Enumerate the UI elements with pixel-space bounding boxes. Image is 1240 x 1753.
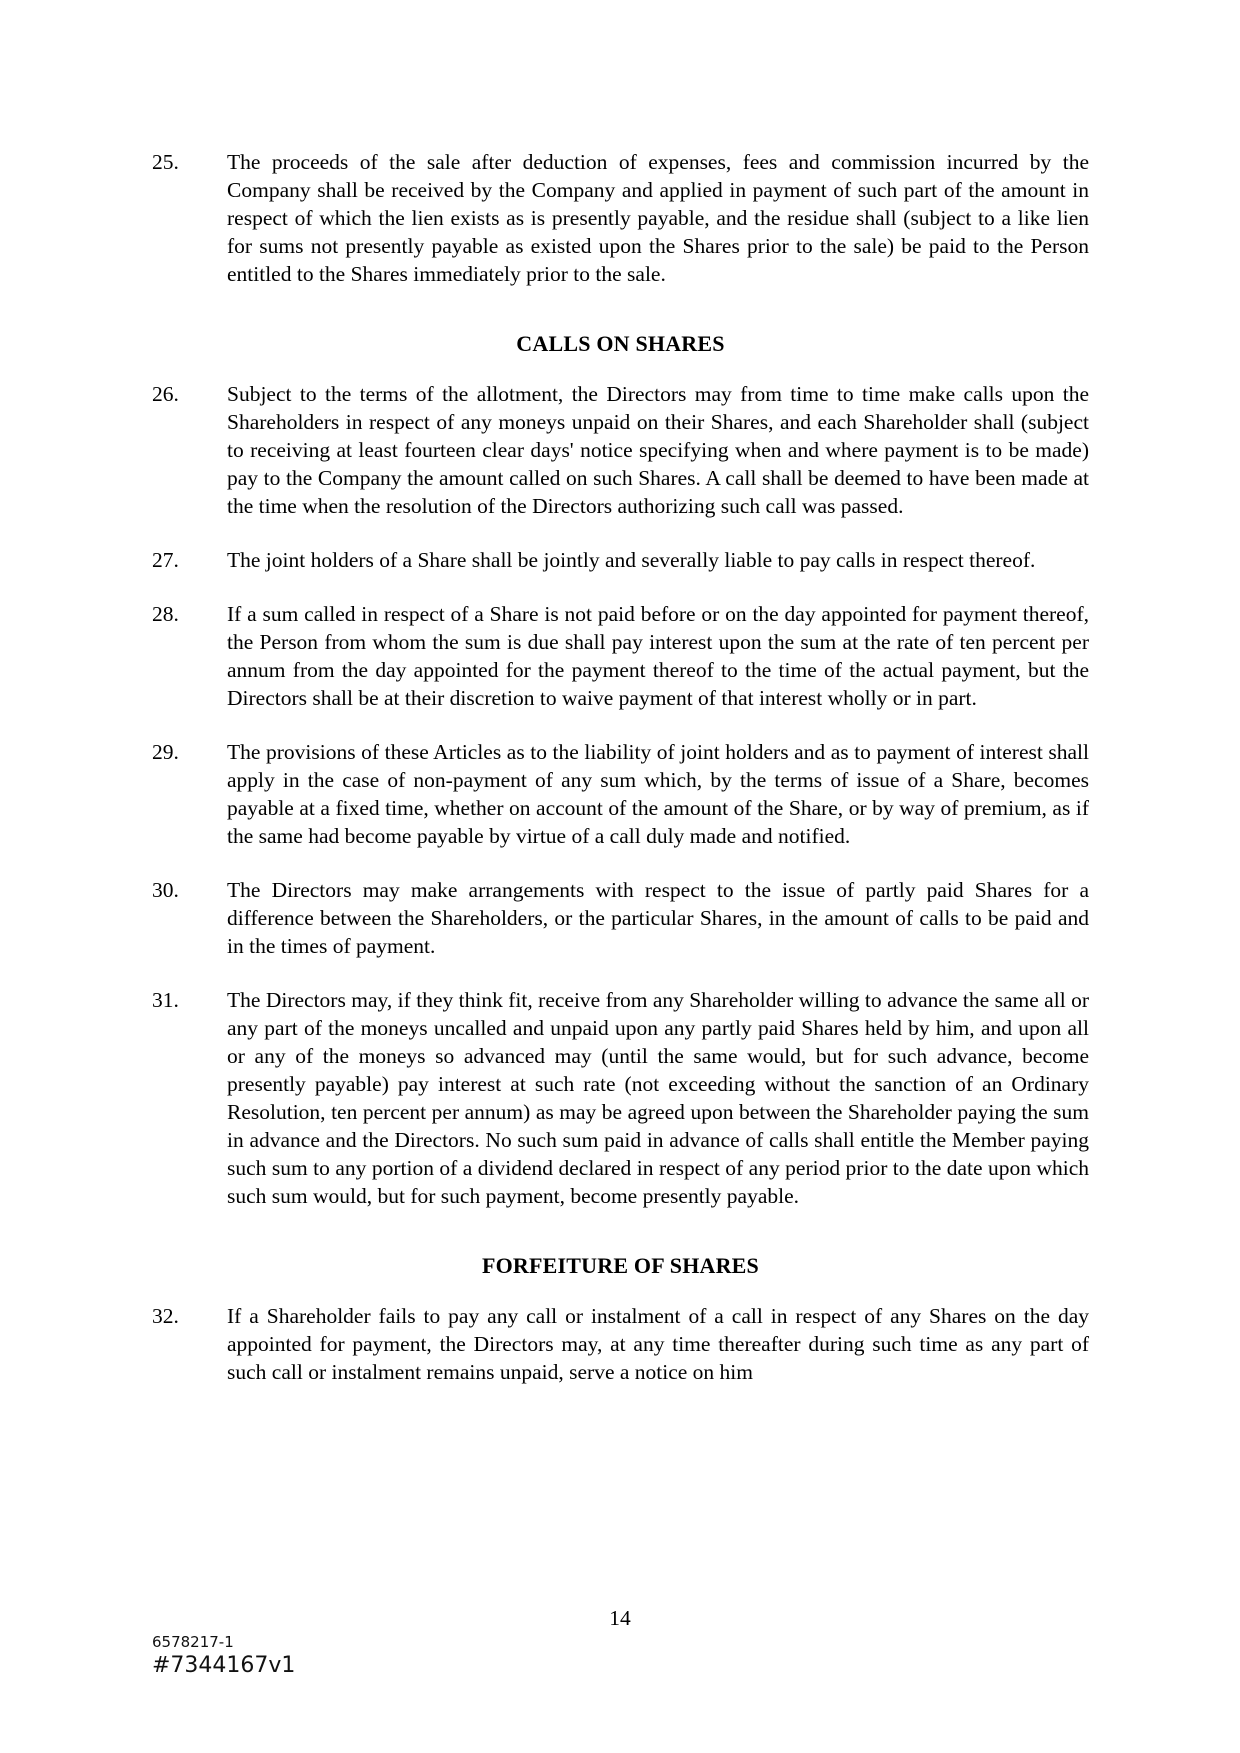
clause-text: If a Shareholder fails to pay any call or instalment of a call in respect of any Shares on the day appointed for payment, the Directors may, at any time thereafter during such time as any part of such call or instalment remains unpaid, serve a notice on him <box>227 1304 1089 1384</box>
clause-number: 32. <box>152 1304 179 1328</box>
clause-text: The Directors may make arrangements with respect to the issue of partly paid Shares for a difference between the Shareholders, or the particular Shares, in the amount of calls to be paid and in the times of payment. <box>227 878 1089 958</box>
clause-number: 26. <box>152 382 179 406</box>
clause-28 <box>152 600 1089 712</box>
page-number: 14 <box>609 1606 631 1630</box>
clause-number: 25. <box>152 150 179 174</box>
document-version-id: #7344167v1 <box>152 1653 296 1678</box>
document-id: 6578217-1 <box>152 1633 234 1651</box>
clause-30 <box>152 876 1089 960</box>
clause-31 <box>152 986 1089 1210</box>
clause-27 <box>152 546 1089 574</box>
clause-number: 30. <box>152 878 179 902</box>
clause-text: If a sum called in respect of a Share is not paid before or on the day appointed for payment thereof, the Person from whom the sum is due shall pay interest upon the sum at the rate of ten percent per annum from the day appointed for the payment thereof to the time of the actual payment, but the Directors shall be at their discretion to waive payment of that interest wholly or in part. <box>227 602 1089 710</box>
clause-text: The joint holders of a Share shall be jointly and severally liable to pay calls in respect thereof. <box>227 548 1036 572</box>
clause-number: 29. <box>152 740 179 764</box>
clause-text: The proceeds of the sale after deduction of expenses, fees and commission incurred by the Company shall be received by the Company and applied in payment of such part of the amount in respect of which the lien exists as is presently payable, and the residue shall (subject to a like lien for sums not presently payable as existed upon the Shares prior to the sale) be paid to the Person entitled to the Shares immediately prior to the sale. <box>227 150 1089 286</box>
clause-26 <box>152 380 1089 520</box>
document-footer <box>152 1633 295 1679</box>
section-heading-forfeiture-of-shares: FORFEITURE OF SHARES <box>481 1253 759 1278</box>
document-body <box>152 0 1089 1412</box>
clause-text: The Directors may, if they think fit, receive from any Shareholder willing to advance the same all or any part of the moneys uncalled and unpaid upon any partly paid Shares held by him, and upon all or any of the moneys so advanced may (until the same would, but for such advance, become presently payable) pay interest at such rate (not exceeding without the sanction of an Ordinary Resolution, ten percent per annum) as may be agreed upon between the Shareholder paying the sum in advance and the Directors. No such sum paid in advance of calls shall entitle the Member paying such sum to any portion of a dividend declared in respect of any period prior to the date upon which such sum would, but for such payment, become presently payable. <box>227 988 1089 1208</box>
clause-text: Subject to the terms of the allotment, the Directors may from time to time make calls upon the Shareholders in respect of any moneys unpaid on their Shares, and each Shareholder shall (subject to receiving at least fourteen clear days' notice specifying when and where payment is to be made) pay to the Company the amount called on such Shares. A call shall be deemed to have been made at the time when the resolution of the Directors authorizing such call was passed. <box>227 382 1089 518</box>
clause-29 <box>152 738 1089 850</box>
clause-number: 28. <box>152 602 179 626</box>
clause-number: 31. <box>152 988 179 1012</box>
clause-number: 27. <box>152 548 179 572</box>
clause-25 <box>152 148 1089 288</box>
clause-text: The provisions of these Articles as to the liability of joint holders and as to payment of interest shall apply in the case of non-payment of any sum which, by the terms of issue of a Share, becomes payable at a fixed time, whether on account of the amount of the Share, or by way of premium, as if the same had become payable by virtue of a call duly made and notified. <box>227 740 1089 848</box>
clause-32 <box>152 1302 1089 1386</box>
section-heading-calls-on-shares: CALLS ON SHARES <box>516 331 725 356</box>
